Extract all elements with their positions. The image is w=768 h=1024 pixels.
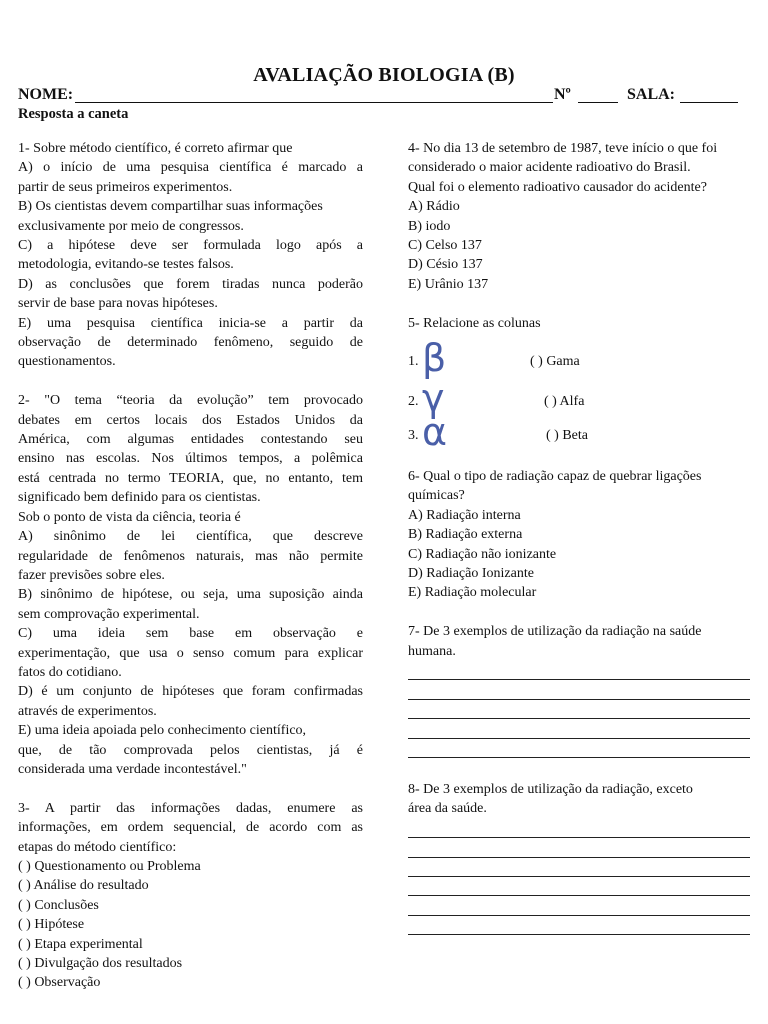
option-line: B) Radiação externa [408,527,523,543]
option-line: B) sinônimo de hipótese, ou seja, uma suposição ainda [18,587,363,603]
option-line: fatos do cotidiano. [18,664,122,680]
question-stem: 1- Sobre método científico, é correto afirmar que [18,141,293,156]
question-stem-line: debates em certos locais dos Estados Unidos da [18,412,363,428]
option-line: B) iodo [408,218,451,234]
question-7 [408,622,750,758]
question-stem-line: humana. [408,643,456,659]
option-line: B) Os cientistas devem compartilhar suas informações [18,199,323,215]
option-line: metodologia, evitando-se testes falsos. [18,257,234,273]
question-stem-line: 8- De 3 exemplos de utilização da radiação, exceto [408,782,693,798]
match-row [408,410,750,455]
name-field[interactable] [75,88,553,103]
option-line: considerada uma verdade incontestável." [18,761,247,777]
question-4 [408,139,750,294]
alpha-symbol: α [422,410,448,455]
question-stem-line: químicas? [408,488,465,504]
row-number: 1. [408,353,419,369]
option-line: E) uma pesquisa científica inicia-se a partir da [18,315,363,331]
option-line: A) sinônimo de lei científica, que descreve [18,529,363,545]
answer-line[interactable] [408,719,750,738]
option-line: servir de base para novas hipóteses. [18,296,218,312]
match-row [408,373,750,421]
question-5 [408,314,750,455]
option-line: questionamentos. [18,354,116,370]
question-stem-line: 3- A partir das informações dadas, enumere as [18,800,363,816]
question-stem-line: América, com algumas entidades contestando seu [18,432,363,448]
option-line: A) Radiação interna [408,507,521,523]
question-1 [18,139,363,372]
question-stem: 5- Relacione as colunas [408,315,541,331]
room-label: SALA: [627,86,676,103]
sequence-item[interactable]: ( ) Divulgação dos resultados [18,956,183,972]
option-line: D) as conclusões que forem tiradas nunca poderão [18,276,363,292]
room-field[interactable] [680,88,738,103]
question-6 [408,467,750,603]
exam-title: AVALIAÇÃO BIOLOGIA (B) [253,64,515,86]
question-stem-line: 4- No dia 13 de setembro de 1987, teve início o que foi [408,141,718,156]
option-line: D) Césio 137 [408,257,483,273]
gamma-symbol: γ [422,376,445,421]
match-option[interactable]: ( ) Alfa [544,393,585,409]
beta-symbol: β [422,336,447,381]
option-line: que, de tão comprovada pelos cientistas, já é [18,742,363,758]
answer-line[interactable] [408,700,750,719]
option-line: exclusivamente por meio de congressos. [18,218,244,234]
option-line: D) é um conjunto de hipóteses que foram confirmadas [18,684,363,700]
sequence-item[interactable]: ( ) Questionamento ou Problema [18,859,201,874]
question-stem-line: considerado o maior acidente radioativo do Brasil. [408,160,691,176]
option-line: E) uma ideia apoiada pelo conhecimento científico, [18,723,307,739]
option-line: C) a hipótese deve ser formulada logo após a [18,238,363,254]
question-stem-line: 2- "O tema “teoria da evolução” tem provocado [18,393,363,409]
answer-line[interactable] [408,877,750,896]
sequence-item[interactable]: ( ) Observação [18,975,101,991]
option-line: E) Urânio 137 [408,276,489,292]
number-field[interactable] [578,88,618,103]
pen-instruction: Resposta a caneta [18,106,129,122]
option-line: C) Celso 137 [408,238,482,254]
match-option[interactable]: ( ) Beta [546,427,588,443]
question-stem-line: etapas do método científico: [18,839,177,855]
option-line: fazer previsões sobre eles. [18,567,165,583]
right-column [408,139,750,935]
option-line: C) uma ideia sem base em observação e [18,626,363,642]
question-stem-line: está centrada no termo TEORIA, que, no entanto, tem [18,470,363,486]
answer-line[interactable] [408,838,750,857]
sequence-item[interactable]: ( ) Análise do resultado [18,878,149,894]
number-label: Nº [554,86,571,103]
answer-line[interactable] [408,739,750,758]
answer-line[interactable] [408,819,750,838]
student-info-line [18,86,740,106]
question-8 [408,780,750,935]
answer-line[interactable] [408,916,750,935]
left-column [18,139,363,993]
sequence-item[interactable]: ( ) Conclusões [18,897,99,913]
question-stem-line: significado bem definido para os cientistas. [18,490,261,506]
option-line: regularidade de fenômenos naturais, mas não permite [18,548,363,564]
name-label: NOME: [18,86,74,103]
option-line: D) Radiação Ionizante [408,566,534,582]
answer-line[interactable] [408,896,750,915]
option-line: partir de seus primeiros experimentos. [18,179,233,195]
answer-line[interactable] [408,661,750,680]
sequence-item[interactable]: ( ) Hipótese [18,917,85,933]
option-line: através de experimentos. [18,703,157,719]
option-line: observação de determinado fenômeno, seguido de [18,335,363,351]
option-line: A) o início de uma pesquisa científica é marcado a [18,160,363,176]
answer-line[interactable] [408,680,750,699]
question-stem-line: área da saúde. [408,801,487,817]
question-2 [18,391,363,779]
option-line: experimentação, que usa o senso comum para explicar [18,645,363,661]
answer-line[interactable] [408,858,750,877]
question-stem-line: informações, em ordem sequencial, de acordo com as [18,820,363,836]
option-line: A) Rádio [408,199,460,215]
question-stem-line: ensino nas escolas. Nos últimos tempos, a polêmica [18,451,363,467]
question-stem-line: 6- Qual o tipo de radiação capaz de quebrar ligações [408,469,702,485]
row-number: 3. [408,427,419,443]
question-stem-line: 7- De 3 exemplos de utilização da radiação na saúde [408,624,702,640]
option-line: C) Radiação não ionizante [408,546,557,562]
question-stem-line: Qual foi o elemento radioativo causador do acidente? [408,179,707,195]
match-row [408,333,750,381]
sequence-item[interactable]: ( ) Etapa experimental [18,936,143,952]
match-option[interactable]: ( ) Gama [530,353,580,369]
option-line: E) Radiação molecular [408,585,537,601]
question-3 [18,799,363,993]
question-stem-line: Sob o ponto de vista da ciência, teoria é [18,509,241,525]
row-number: 2. [408,393,419,409]
option-line: sem comprovação experimental. [18,606,200,622]
